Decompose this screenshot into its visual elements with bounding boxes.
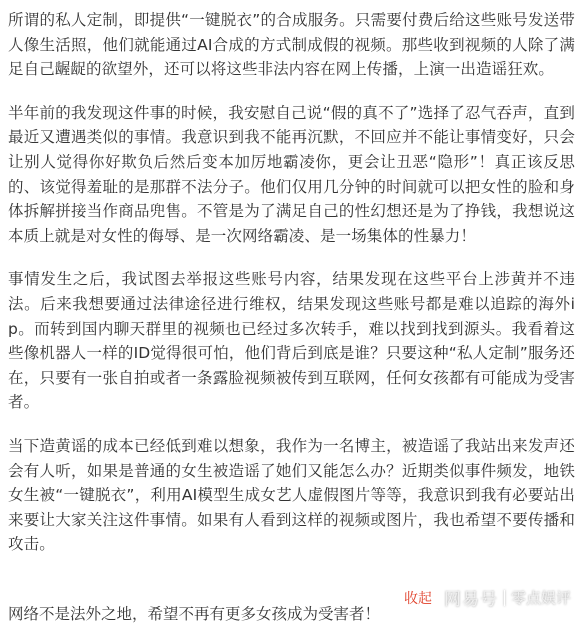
- article-paragraph: 当下造黄谣的成本已经低到难以想象，我作为一名博主，被造谣了我站出来发声还会有人听，如果是普通的女生被造谣了她们又能怎么办？近期类似事件频发，地铁女生被“一键脱衣”，利用AI模型生成女艺人虚假图片等等，我意识到我有必要站出来要让大家关注这件事情。如果有人看到这样的视频或图片，我也希望不要传播和攻击。: [8, 436, 575, 554]
- watermark: [404, 585, 571, 610]
- article-paragraph: 所谓的私人定制，即提供“一键脱衣”的合成服务。只需要付费后给这些账号发送带人像生活照，他们就能通过AI合成的方式制成假的视频。那些收到视频的人除了满足自己龌龊的欲望外，还可以将这些非法内容在网上传播，上演一出造谣狂欢。: [8, 11, 575, 79]
- article-closing-line: 网络不是法外之地，希望不再有更多女孩成为受害者！: [8, 604, 381, 623]
- article-paragraph: 事情发生之后，我试图去举报这些账号内容，结果发现在这些平台上涉黄并不违法。后来我想要通过法律途径进行维权，结果发现这些账号都是难以追踪的海外ip。而转到国内聊天群里的视频也已经过多次转手，难以找到找到源头。我看着这些像机器人一样的ID觉得很可怕，他们背后到底是谁？只要这种“私人定制”服务还在，只要有一张自拍或者一条露脸视频被传到互联网，任何女孩都有可能成为受害者。: [8, 270, 575, 412]
- watermark-divider: [504, 590, 505, 606]
- watermark-account: 零点娱评: [510, 589, 571, 607]
- article-paragraph: 半年前的我发现这件事的时候，我安慰自己说“假的真不了”选择了忍气吞声，直到最近又遭遇类似的事情。我意识到我不能再沉默，不回应并不能让事情变好，只会让别人觉得你好欺负后然后变本加厉地霸凌你，更会让丑恶“隐形”！真正该反思的、该觉得羞耻的是那群不法分子。他们仅用几分钟的时间就可以把女性的脸和身体拆解拼接当作商品兜售。不管是为了满足自己的性幻想还是为了挣钱，我想说这本质上就是对女性的侮辱、是一次网络霸凌、是一场集体的性暴力！: [8, 103, 575, 245]
- article-body: [8, 8, 575, 557]
- collapse-link[interactable]: 收起: [403, 590, 432, 607]
- watermark-brand: 网易号: [443, 590, 498, 610]
